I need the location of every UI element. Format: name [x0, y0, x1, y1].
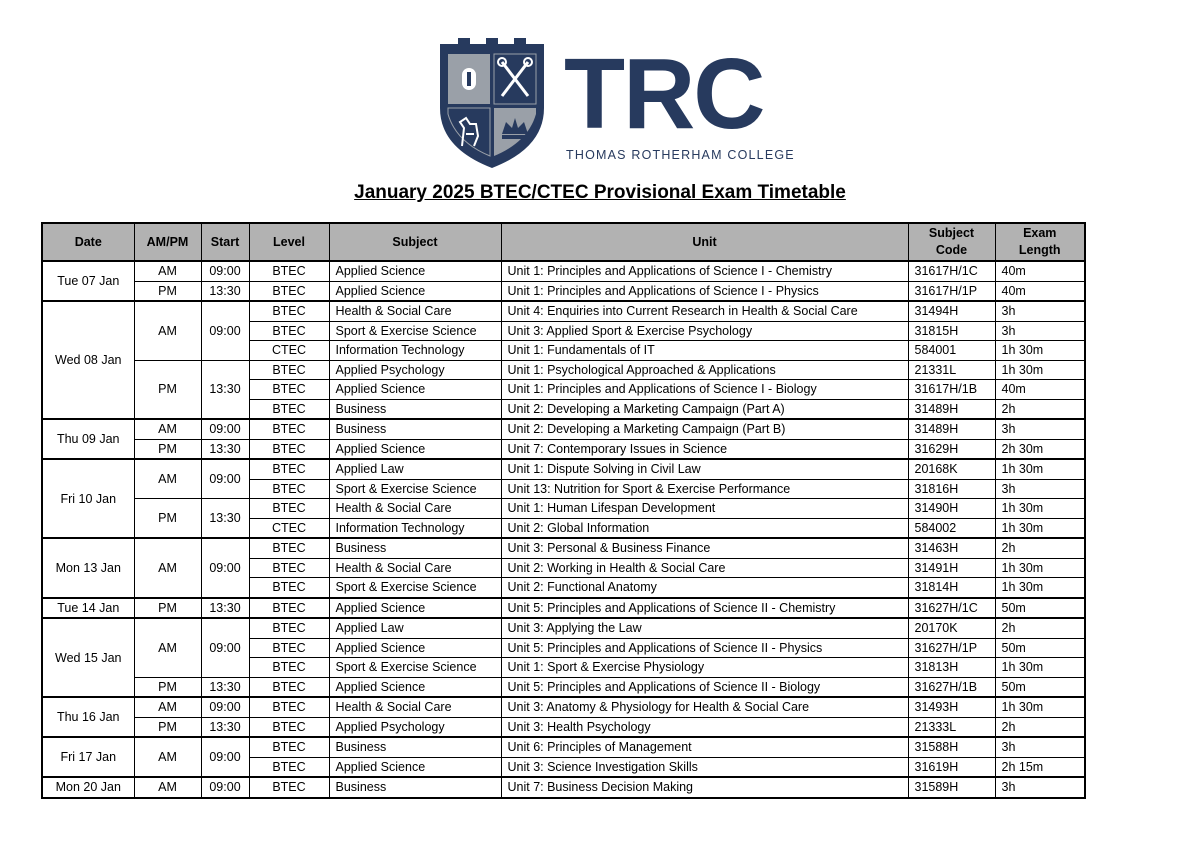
- session-ampm: PM: [134, 360, 201, 419]
- exam-length: 3h: [995, 737, 1085, 757]
- session-start: 13:30: [201, 281, 249, 301]
- table-row: [42, 697, 1085, 717]
- exam-length: 1h 30m: [995, 558, 1085, 578]
- exam-unit: Unit 3: Applied Sport & Exercise Psychology: [501, 321, 908, 341]
- header-exam-length: [995, 223, 1085, 261]
- subject-code: 31619H: [908, 757, 995, 777]
- table-row: [42, 598, 1085, 619]
- subject-code: 31489H: [908, 419, 995, 439]
- exam-level: BTEC: [249, 281, 329, 301]
- subject-code: 20168K: [908, 459, 995, 479]
- exam-date: Wed 15 Jan: [42, 618, 134, 697]
- exam-length: 3h: [995, 321, 1085, 341]
- header-code-line1: Subject: [928, 226, 975, 240]
- exam-unit: Unit 2: Functional Anatomy: [501, 578, 908, 598]
- exam-subject: Applied Science: [329, 380, 501, 400]
- exam-unit: Unit 13: Nutrition for Sport & Exercise Performance: [501, 479, 908, 499]
- exam-length: 1h 30m: [995, 697, 1085, 717]
- exam-subject: Health & Social Care: [329, 499, 501, 519]
- exam-level: BTEC: [249, 737, 329, 757]
- exam-subject: Applied Science: [329, 757, 501, 777]
- timetable-body: [42, 261, 1085, 798]
- subject-code: 31588H: [908, 737, 995, 757]
- exam-date: Wed 08 Jan: [42, 301, 134, 419]
- session-ampm: PM: [134, 281, 201, 301]
- exam-length: 1h 30m: [995, 578, 1085, 598]
- exam-level: CTEC: [249, 518, 329, 538]
- exam-level: BTEC: [249, 697, 329, 717]
- exam-length: 50m: [995, 598, 1085, 619]
- exam-unit: Unit 5: Principles and Applications of Science II - Biology: [501, 677, 908, 697]
- session-ampm: PM: [134, 598, 201, 619]
- session-ampm: AM: [134, 261, 201, 281]
- session-ampm: AM: [134, 777, 201, 798]
- subject-code: 31816H: [908, 479, 995, 499]
- session-start: 09:00: [201, 301, 249, 360]
- exam-unit: Unit 6: Principles of Management: [501, 737, 908, 757]
- session-ampm: PM: [134, 677, 201, 697]
- exam-unit: Unit 2: Developing a Marketing Campaign (Part A): [501, 399, 908, 419]
- table-row: [42, 439, 1085, 459]
- exam-unit: Unit 3: Health Psychology: [501, 717, 908, 737]
- session-start: 13:30: [201, 677, 249, 697]
- exam-subject: Business: [329, 777, 501, 798]
- subject-code: 31813H: [908, 658, 995, 678]
- exam-unit: Unit 2: Global Information: [501, 518, 908, 538]
- header-code-line2: Code: [935, 243, 968, 257]
- header-subject: Subject: [329, 223, 501, 261]
- table-row: [42, 499, 1085, 519]
- exam-level: CTEC: [249, 341, 329, 361]
- exam-unit: Unit 1: Fundamentals of IT: [501, 341, 908, 361]
- table-row: [42, 360, 1085, 380]
- exam-date: Thu 09 Jan: [42, 419, 134, 459]
- exam-subject: Applied Science: [329, 281, 501, 301]
- exam-level: BTEC: [249, 380, 329, 400]
- exam-subject: Sport & Exercise Science: [329, 321, 501, 341]
- header-date: Date: [42, 223, 134, 261]
- subject-code: 31627H/1C: [908, 598, 995, 619]
- session-start: 13:30: [201, 360, 249, 419]
- session-ampm: AM: [134, 301, 201, 360]
- table-row: [42, 737, 1085, 757]
- exam-unit: Unit 1: Principles and Applications of Science I - Biology: [501, 380, 908, 400]
- exam-date: Mon 20 Jan: [42, 777, 134, 798]
- exam-unit: Unit 3: Science Investigation Skills: [501, 757, 908, 777]
- exam-level: BTEC: [249, 658, 329, 678]
- session-start: 09:00: [201, 737, 249, 777]
- subject-code: 31627H/1P: [908, 638, 995, 658]
- subject-code: 584002: [908, 518, 995, 538]
- session-start: 13:30: [201, 717, 249, 737]
- exam-length: 1h 30m: [995, 459, 1085, 479]
- exam-level: BTEC: [249, 558, 329, 578]
- exam-subject: Health & Social Care: [329, 301, 501, 321]
- table-row: [42, 301, 1085, 321]
- subject-code: 31494H: [908, 301, 995, 321]
- exam-level: BTEC: [249, 578, 329, 598]
- exam-length: 2h 30m: [995, 439, 1085, 459]
- exam-length: 3h: [995, 419, 1085, 439]
- exam-length: 2h: [995, 538, 1085, 558]
- exam-unit: Unit 4: Enquiries into Current Research in Health & Social Care: [501, 301, 908, 321]
- exam-subject: Business: [329, 399, 501, 419]
- subject-code: 20170K: [908, 618, 995, 638]
- exam-unit: Unit 1: Human Lifespan Development: [501, 499, 908, 519]
- exam-subject: Sport & Exercise Science: [329, 578, 501, 598]
- session-ampm: PM: [134, 717, 201, 737]
- subject-code: 31617H/1P: [908, 281, 995, 301]
- exam-level: BTEC: [249, 757, 329, 777]
- exam-subject: Information Technology: [329, 518, 501, 538]
- session-ampm: AM: [134, 459, 201, 499]
- exam-unit: Unit 1: Principles and Applications of Science I - Chemistry: [501, 261, 908, 281]
- header-length-line2: Length: [1018, 243, 1061, 257]
- exam-length: 2h 15m: [995, 757, 1085, 777]
- exam-level: BTEC: [249, 301, 329, 321]
- exam-length: 40m: [995, 281, 1085, 301]
- exam-length: 3h: [995, 301, 1085, 321]
- subject-code: 584001: [908, 341, 995, 361]
- exam-unit: Unit 3: Anatomy & Physiology for Health & Social Care: [501, 697, 908, 717]
- crest-icon: [436, 38, 548, 168]
- exam-subject: Business: [329, 737, 501, 757]
- subject-code: 21331L: [908, 360, 995, 380]
- session-start: 09:00: [201, 459, 249, 499]
- exam-level: BTEC: [249, 618, 329, 638]
- exam-unit: Unit 1: Psychological Approached & Applications: [501, 360, 908, 380]
- session-start: 09:00: [201, 419, 249, 439]
- exam-unit: Unit 5: Principles and Applications of Science II - Chemistry: [501, 598, 908, 619]
- header-ampm: AM/PM: [134, 223, 201, 261]
- session-ampm: AM: [134, 618, 201, 677]
- exam-length: 1h 30m: [995, 341, 1085, 361]
- session-ampm: AM: [134, 538, 201, 598]
- brand-tagline: THOMAS ROTHERHAM COLLEGE: [566, 148, 795, 162]
- college-logo: [436, 38, 795, 168]
- exam-level: BTEC: [249, 360, 329, 380]
- exam-subject: Applied Psychology: [329, 717, 501, 737]
- session-ampm: PM: [134, 499, 201, 539]
- session-start: 09:00: [201, 538, 249, 598]
- exam-subject: Applied Law: [329, 459, 501, 479]
- exam-subject: Business: [329, 419, 501, 439]
- exam-date: Fri 17 Jan: [42, 737, 134, 777]
- header-start: Start: [201, 223, 249, 261]
- exam-unit: Unit 1: Principles and Applications of Science I - Physics: [501, 281, 908, 301]
- exam-length: 40m: [995, 261, 1085, 281]
- subject-code: 31493H: [908, 697, 995, 717]
- exam-level: BTEC: [249, 419, 329, 439]
- subject-code: 31627H/1B: [908, 677, 995, 697]
- exam-length: 1h 30m: [995, 360, 1085, 380]
- exam-length: 1h 30m: [995, 499, 1085, 519]
- header-level: Level: [249, 223, 329, 261]
- subject-code: 31489H: [908, 399, 995, 419]
- exam-unit: Unit 1: Sport & Exercise Physiology: [501, 658, 908, 678]
- session-start: 13:30: [201, 499, 249, 539]
- exam-unit: Unit 3: Personal & Business Finance: [501, 538, 908, 558]
- exam-subject: Sport & Exercise Science: [329, 658, 501, 678]
- exam-level: BTEC: [249, 261, 329, 281]
- header-row: [42, 223, 1085, 261]
- table-row: [42, 777, 1085, 798]
- session-start: 09:00: [201, 777, 249, 798]
- table-row: [42, 618, 1085, 638]
- exam-length: 3h: [995, 777, 1085, 798]
- table-row: [42, 281, 1085, 301]
- table-row: [42, 261, 1085, 281]
- session-ampm: AM: [134, 419, 201, 439]
- exam-date: Mon 13 Jan: [42, 538, 134, 598]
- exam-unit: Unit 5: Principles and Applications of Science II - Physics: [501, 638, 908, 658]
- subject-code: 31629H: [908, 439, 995, 459]
- session-start: 09:00: [201, 618, 249, 677]
- exam-subject: Health & Social Care: [329, 697, 501, 717]
- exam-subject: Applied Science: [329, 598, 501, 619]
- exam-subject: Sport & Exercise Science: [329, 479, 501, 499]
- exam-level: BTEC: [249, 677, 329, 697]
- table-row: [42, 538, 1085, 558]
- exam-length: 2h: [995, 399, 1085, 419]
- header-length-line1: Exam: [1023, 226, 1057, 240]
- subject-code: 31463H: [908, 538, 995, 558]
- brand-wordmark: TRC: [564, 38, 764, 150]
- subject-code: 31815H: [908, 321, 995, 341]
- subject-code: 21333L: [908, 717, 995, 737]
- exam-subject: Information Technology: [329, 341, 501, 361]
- exam-subject: Health & Social Care: [329, 558, 501, 578]
- table-row: [42, 459, 1085, 479]
- page-title: January 2025 BTEC/CTEC Provisional Exam Timetable: [354, 182, 846, 203]
- subject-code: 31490H: [908, 499, 995, 519]
- exam-unit: Unit 2: Developing a Marketing Campaign (Part B): [501, 419, 908, 439]
- exam-unit: Unit 1: Dispute Solving in Civil Law: [501, 459, 908, 479]
- exam-unit: Unit 7: Contemporary Issues in Science: [501, 439, 908, 459]
- exam-date: Fri 10 Jan: [42, 459, 134, 538]
- exam-date: Thu 16 Jan: [42, 697, 134, 737]
- exam-date: Tue 07 Jan: [42, 261, 134, 301]
- exam-level: BTEC: [249, 717, 329, 737]
- exam-level: BTEC: [249, 538, 329, 558]
- exam-level: BTEC: [249, 479, 329, 499]
- exam-level: BTEC: [249, 638, 329, 658]
- exam-subject: Applied Science: [329, 638, 501, 658]
- subject-code: 31814H: [908, 578, 995, 598]
- session-start: 13:30: [201, 439, 249, 459]
- exam-length: 2h: [995, 717, 1085, 737]
- session-start: 09:00: [201, 261, 249, 281]
- exam-subject: Business: [329, 538, 501, 558]
- exam-level: BTEC: [249, 459, 329, 479]
- exam-unit: Unit 7: Business Decision Making: [501, 777, 908, 798]
- exam-subject: Applied Science: [329, 677, 501, 697]
- exam-level: BTEC: [249, 499, 329, 519]
- exam-unit: Unit 3: Applying the Law: [501, 618, 908, 638]
- session-start: 13:30: [201, 598, 249, 619]
- exam-level: BTEC: [249, 399, 329, 419]
- exam-subject: Applied Science: [329, 261, 501, 281]
- exam-length: 2h: [995, 618, 1085, 638]
- exam-level: BTEC: [249, 439, 329, 459]
- exam-level: BTEC: [249, 321, 329, 341]
- exam-length: 50m: [995, 638, 1085, 658]
- table-row: [42, 677, 1085, 697]
- exam-unit: Unit 2: Working in Health & Social Care: [501, 558, 908, 578]
- header-unit: Unit: [501, 223, 908, 261]
- exam-level: BTEC: [249, 598, 329, 619]
- session-start: 09:00: [201, 697, 249, 717]
- exam-length: 1h 30m: [995, 518, 1085, 538]
- subject-code: 31589H: [908, 777, 995, 798]
- exam-subject: Applied Science: [329, 439, 501, 459]
- subject-code: 31491H: [908, 558, 995, 578]
- exam-level: BTEC: [249, 777, 329, 798]
- exam-subject: Applied Law: [329, 618, 501, 638]
- session-ampm: AM: [134, 697, 201, 717]
- exam-date: Tue 14 Jan: [42, 598, 134, 619]
- exam-subject: Applied Psychology: [329, 360, 501, 380]
- header-subject-code: [908, 223, 995, 261]
- exam-length: 50m: [995, 677, 1085, 697]
- exam-length: 3h: [995, 479, 1085, 499]
- table-row: [42, 717, 1085, 737]
- subject-code: 31617H/1B: [908, 380, 995, 400]
- subject-code: 31617H/1C: [908, 261, 995, 281]
- table-row: [42, 419, 1085, 439]
- exam-length: 1h 30m: [995, 658, 1085, 678]
- session-ampm: PM: [134, 439, 201, 459]
- exam-timetable: [41, 222, 1086, 799]
- exam-length: 40m: [995, 380, 1085, 400]
- session-ampm: AM: [134, 737, 201, 777]
